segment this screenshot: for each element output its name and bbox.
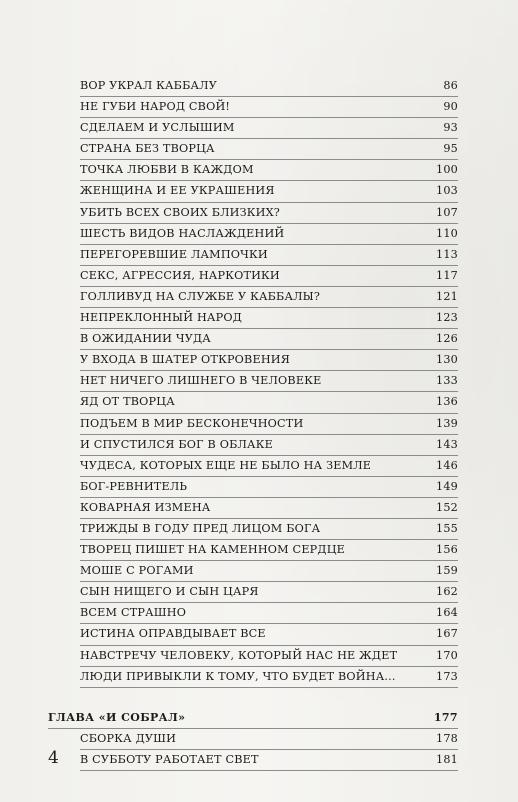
toc-entry-title: БОГ-РЕВНИТЕЛЬ [80,479,188,493]
toc-entry-page-number: 167 [436,627,458,641]
toc-entry-page-number: 90 [443,100,458,114]
toc-entry-title: У ВХОДА В ШАТЕР ОТКРОВЕНИЯ [80,353,290,367]
toc-entry-title: СДЕЛАЕМ И УСЛЫШИМ [80,121,235,135]
toc-entry-title: ВОР УКРАЛ КАББАЛУ [80,79,217,92]
toc-entry-page-number: 107 [436,205,458,219]
toc-entry-title: ТОЧКА ЛЮБВИ В КАЖДОМ [80,163,254,177]
toc-entry-page-number: 103 [436,184,458,198]
toc-entry [80,97,458,118]
toc-entry-page-number: 126 [436,332,458,346]
toc-entry [80,224,458,245]
toc-entry-page-number: 130 [436,353,458,367]
toc-entries [80,76,458,688]
toc-entry [80,139,458,160]
toc-entry [80,245,458,266]
toc-entry-title: ТВОРЕЦ ПИШЕТ НА КАМЕННОМ СЕРДЦЕ [80,543,346,557]
toc-entry [80,750,458,771]
toc-entry [80,498,458,519]
toc-entry-title: ВСЕМ СТРАШНО [80,606,187,620]
toc-entry-title: ЧУДЕСА, КОТОРЫХ ЕЩЕ НЕ БЫЛО НА ЗЕМЛЕ [80,458,372,472]
toc-entry [80,414,458,435]
toc-entry-title: НЕ ГУБИ НАРОД СВОЙ! [80,100,231,114]
toc-entry [80,435,458,456]
toc-entry [80,519,458,540]
toc-entry-title: ЯД ОТ ТВОРЦА [80,395,175,409]
toc-entry [80,646,458,667]
toc-entry-page-number: 162 [436,585,458,599]
chapter-title: ГЛАВА «И СОБРАЛ» [48,710,186,724]
toc-entry-title: НЕПРЕКЛОННЫЙ НАРОД [80,311,242,325]
chapter-entries [80,729,458,771]
toc-entry-title: ИСТИНА ОПРАВДЫВАЕТ ВСЕ [80,627,266,641]
toc-entry-title: СЫН НИЩЕГО И СЫН ЦАРЯ [80,585,259,599]
toc-entry-page-number: 149 [436,479,458,493]
toc-entry-page-number: 178 [436,731,458,745]
toc-entry-title: ЖЕНЩИНА И ЕЕ УКРАШЕНИЯ [80,184,275,198]
toc-entry-page-number: 173 [436,669,458,683]
toc-entry-title: СЕКС, АГРЕССИЯ, НАРКОТИКИ [80,268,280,282]
toc-entry-page-number: 143 [436,437,458,451]
toc-entry-title: ТРИЖДЫ В ГОДУ ПРЕД ЛИЦОМ БОГА [80,521,321,535]
toc-entry-title: В СУББОТУ РАБОТАЕТ СВЕТ [80,752,259,766]
section-gap [80,688,458,708]
toc-entry-page-number: 93 [443,121,458,135]
toc-entry-page-number: 113 [436,247,458,261]
toc-entry-title: В ОЖИДАНИИ ЧУДА [80,332,211,346]
toc-entry-page-number: 136 [436,395,458,409]
chapter-heading [48,708,458,729]
toc-entry-page-number: 121 [436,289,458,303]
toc-entry-title: МОШЕ С РОГАМИ [80,564,194,578]
toc-entry-page-number: 164 [436,606,458,620]
toc-entry [80,160,458,181]
toc-entry [80,477,458,498]
toc-entry-title: СБОРКА ДУШИ [80,731,177,745]
toc-entry [80,329,458,350]
toc-entry-page-number: 100 [436,163,458,177]
toc-entry [80,582,458,603]
toc-entry-page-number: 133 [436,374,458,388]
toc-entry-page-number: 139 [436,416,458,430]
toc-entry [80,203,458,224]
page-number: 4 [48,748,59,768]
toc-entry-page-number: 117 [436,268,458,282]
toc-entry [80,287,458,308]
toc-entry [80,561,458,582]
toc-entry [80,392,458,413]
toc-entry-page-number: 152 [436,500,458,514]
toc-entry-page-number: 170 [436,648,458,662]
toc-entry [80,181,458,202]
toc-entry [80,350,458,371]
toc-entry [80,266,458,287]
toc-entry-page-number: 156 [436,543,458,557]
toc-entry-page-number: 123 [436,311,458,325]
toc-entry [80,118,458,139]
toc-entry-title: СТРАНА БЕЗ ТВОРЦА [80,142,215,156]
toc-entry-title: И СПУСТИЛСЯ БОГ В ОБЛАКЕ [80,437,273,451]
toc-entry [80,603,458,624]
toc-entry-page-number: 155 [436,521,458,535]
toc-entry [80,76,458,97]
toc-entry [80,624,458,645]
toc-entry-page-number: 181 [436,752,458,766]
toc-entry-title: ПЕРЕГОРЕВШИЕ ЛАМПОЧКИ [80,247,268,261]
toc-entry [80,667,458,688]
toc-entry-title: ШЕСТЬ ВИДОВ НАСЛАЖДЕНИЙ [80,226,285,240]
toc-entry-page-number: 110 [436,226,458,240]
toc-entry-title: ПОДЪЕМ В МИР БЕСКОНЕЧНОСТИ [80,416,304,430]
toc-entry-title: ЛЮДИ ПРИВЫКЛИ К ТОМУ, ЧТО БУДЕТ ВОЙНА... [80,669,396,683]
toc-entry-page-number: 95 [443,142,458,156]
table-of-contents [48,76,458,771]
toc-entry [80,456,458,477]
toc-entry-title: НАВСТРЕЧУ ЧЕЛОВЕКУ, КОТОРЫЙ НАС НЕ ЖДЕТ [80,648,398,662]
toc-entry-title: ГОЛЛИВУД НА СЛУЖБЕ У КАББАЛЫ? [80,289,321,303]
toc-entry [80,371,458,392]
toc-entry-title: УБИТЬ ВСЕХ СВОИХ БЛИЗКИХ? [80,205,280,219]
toc-entry [80,729,458,750]
toc-entry-page-number: 159 [436,564,458,578]
toc-entry [80,540,458,561]
toc-entry [80,308,458,329]
toc-entry-title: НЕТ НИЧЕГО ЛИШНЕГО В ЧЕЛОВЕКЕ [80,374,322,388]
chapter-page-number: 177 [433,710,458,724]
toc-entry-page-number: 146 [436,458,458,472]
toc-entry-title: КОВАРНАЯ ИЗМЕНА [80,500,211,514]
toc-entry-page-number: 86 [443,79,458,92]
